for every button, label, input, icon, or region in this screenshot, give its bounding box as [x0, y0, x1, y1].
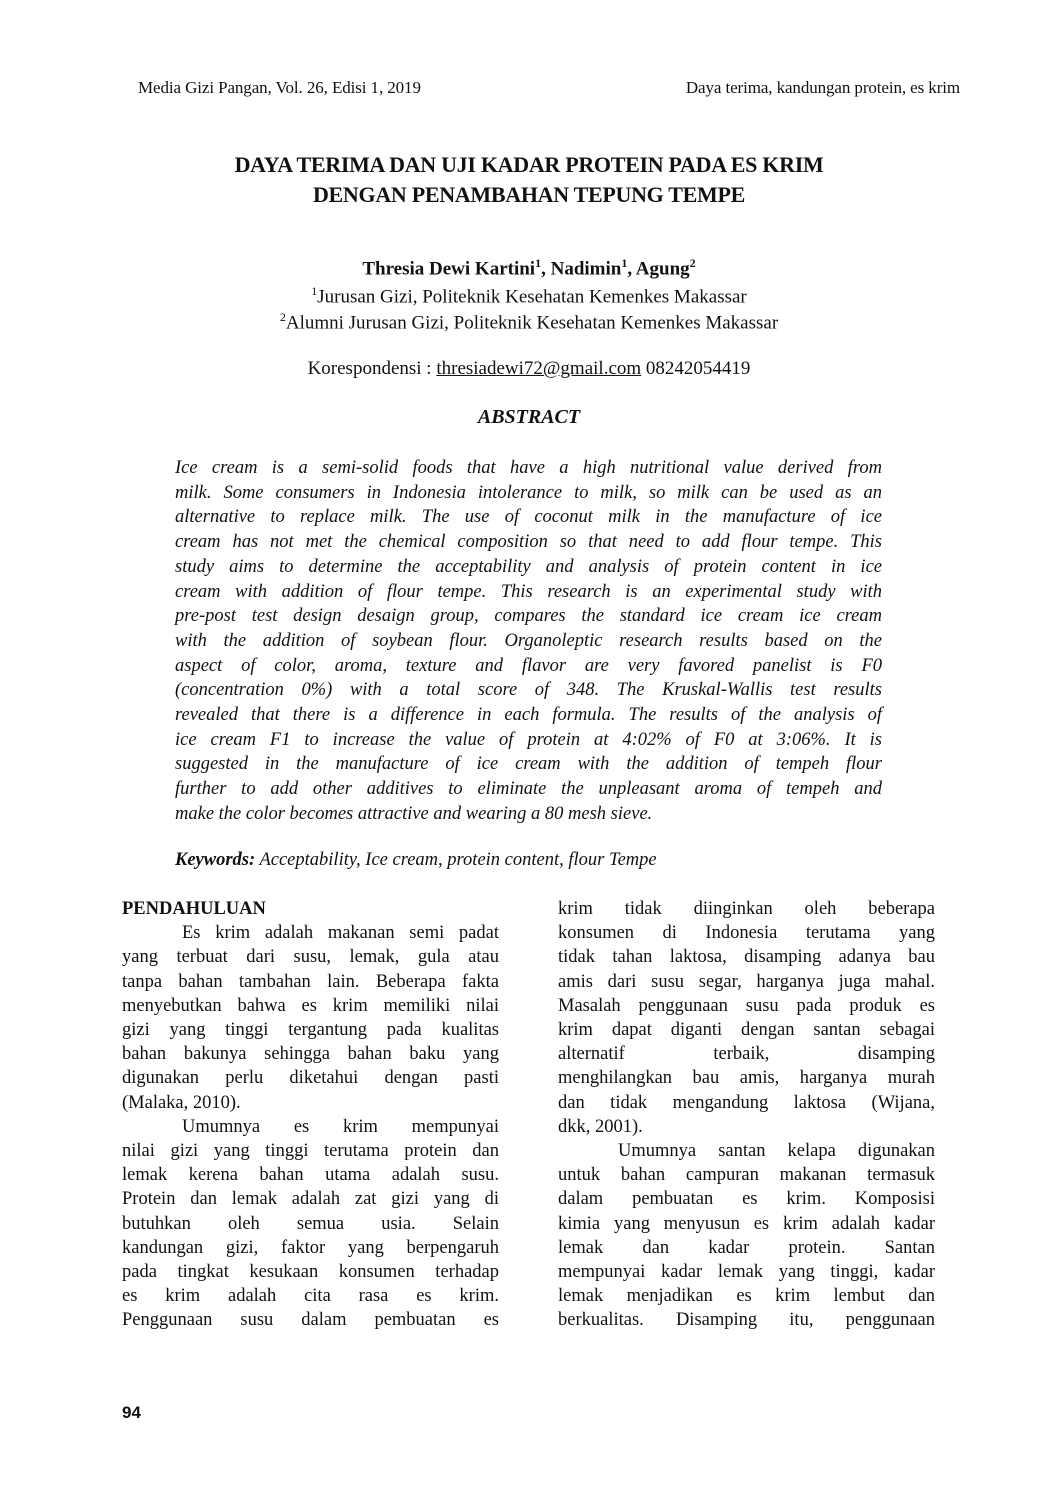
body-line: Protein dan lemak adalah zat gizi yang di — [122, 1189, 499, 1210]
affiliation-1 — [0, 284, 1058, 308]
author-2: , Nadimin — [541, 258, 622, 280]
body-line: tidak tahan laktosa, disamping adanya bau — [558, 947, 935, 968]
abstract-line: cream with addition of flour tempe. This research is an experimental study with — [175, 581, 882, 602]
correspondence — [0, 358, 1058, 380]
body-line: Umumnya santan kelapa digunakan — [618, 1141, 935, 1162]
body-line: alternatif terbaik, disamping — [558, 1044, 935, 1065]
body-line: menyebutkan bahwa es krim memiliki nilai — [122, 995, 499, 1016]
body-line: Penggunaan susu dalam pembuatan es — [122, 1310, 499, 1331]
abstract-line: make the color becomes attractive and wearing a 80 mesh sieve. — [175, 803, 653, 824]
body-line: nilai gizi yang tinggi terutama protein dan — [122, 1141, 499, 1162]
author-2-affiliation-mark: 1 — [621, 256, 628, 270]
body-line: lemak dan kadar protein. Santan — [558, 1237, 935, 1258]
body-line: dan tidak mengandung laktosa (Wijana, — [558, 1092, 935, 1113]
title-line-2: DENGAN PENAMBAHAN TEPUNG TEMPE — [312, 182, 746, 207]
abstract-line: Ice cream is a semi-solid foods that have a high nutritional value derived from — [175, 458, 882, 478]
body-line: berkualitas. Disamping itu, penggunaan — [558, 1310, 935, 1331]
keywords-text: Acceptability, Ice cream, protein content, flour Tempe — [255, 850, 657, 870]
body-line: konsumen di Indonesia terutama yang — [558, 923, 935, 944]
body-line: lemak kerena bahan utama adalah susu. — [122, 1165, 499, 1186]
abstract-line: further to add other additives to eliminate the unpleasant aroma of tempeh and — [175, 779, 882, 800]
body-line: untuk bahan campuran makanan termasuk — [558, 1165, 935, 1186]
running-header-journal: Media Gizi Pangan, Vol. 26, Edisi 1, 2019 — [138, 78, 421, 97]
body-line: dalam pembuatan es krim. Komposisi — [558, 1189, 935, 1210]
body-line: dkk, 2001). — [558, 1116, 643, 1137]
running-header-topic: Daya terima, kandungan protein, es krim — [685, 78, 960, 97]
body-line: kimia yang menyusun es krim adalah kadar — [558, 1213, 935, 1234]
body-line: pada tingkat kesukaan konsumen terhadap — [122, 1262, 499, 1283]
author-1: Thresia Dewi Kartini — [362, 258, 536, 280]
abstract-line: ice cream F1 to increase the value of protein at 4:02% of F0 at 3:06%. It is — [175, 729, 882, 750]
author-list — [0, 256, 1058, 280]
abstract-line: milk. Some consumers in Indonesia intolerance to milk, so milk can be used as an — [175, 482, 882, 503]
page-number: 94 — [122, 1403, 141, 1422]
body-line: gizi yang tinggi tergantung pada kualitas — [122, 1020, 499, 1041]
article-title — [0, 150, 1058, 210]
affiliation-1-mark: 1 — [311, 284, 318, 298]
author-3-affiliation-mark: 2 — [689, 256, 696, 270]
body-line: yang terbuat dari susu, lemak, gula atau — [122, 947, 499, 968]
body-line: lemak menjadikan es krim lembut dan — [558, 1286, 935, 1307]
abstract-heading: ABSTRACT — [477, 406, 581, 428]
body-line: Masalah penggunaan susu pada produk es — [558, 995, 935, 1016]
affiliation-2-text: Alumni Jurusan Gizi, Politeknik Kesehatan Kemenkes Makassar — [285, 312, 779, 334]
abstract-line: suggested in the manufacture of ice cream with the addition of tempeh flour — [175, 754, 882, 775]
body-line: kandungan gizi, faktor yang berpengaruh — [122, 1237, 499, 1258]
abstract-body — [175, 456, 882, 827]
abstract-line: pre-post test design desaign group, compares the standard ice cream ice cream — [175, 606, 882, 627]
abstract-line: alternative to replace milk. The use of coconut milk in the manufacture of ice — [175, 507, 882, 528]
body-line: amis dari susu segar, harganya juga mahal. — [558, 971, 935, 992]
body-line: krim tidak diinginkan oleh beberapa — [558, 899, 935, 919]
affiliation-2-mark: 2 — [279, 310, 286, 324]
body-line: Es krim adalah makanan semi padat — [182, 923, 499, 944]
abstract-line: with the addition of soybean flour. Organoleptic research results based on the — [175, 630, 882, 651]
body-line: tanpa bahan tambahan lain. Beberapa fakta — [122, 971, 499, 992]
affiliation-2 — [0, 310, 1058, 334]
body-column-left — [122, 897, 499, 1333]
body-column-right — [558, 897, 935, 1333]
correspondence-email-link[interactable]: thresiadewi72@gmail.com — [436, 358, 642, 379]
body-line: mempunyai kadar lemak yang tinggi, kadar — [558, 1262, 935, 1283]
body-line: bahan bakunya sehingga bahan baku yang — [122, 1044, 499, 1065]
author-3: , Agung — [627, 258, 690, 280]
keywords — [175, 850, 657, 871]
body-line: krim dapat diganti dengan santan sebagai — [558, 1020, 935, 1041]
body-line: digunakan perlu diketahui dengan pasti — [122, 1068, 499, 1089]
body-line: butuhkan oleh semua usia. Selain — [122, 1213, 499, 1234]
title-line-1: DAYA TERIMA DAN UJI KADAR PROTEIN PADA ES KRIM — [234, 152, 824, 177]
abstract-line: cream has not met the chemical composition so that need to add flour tempe. This — [175, 532, 882, 553]
keywords-label: Keywords: — [175, 850, 256, 870]
body-line: es krim adalah cita rasa es krim. — [122, 1286, 499, 1307]
abstract-line: revealed that there is a difference in each formula. The results of the analysis of — [175, 705, 882, 726]
abstract-line: study aims to determine the acceptability and analysis of protein content in ice — [175, 556, 882, 577]
abstract-line: aspect of color, aroma, texture and flavor are very favored panelist is F0 — [175, 655, 882, 676]
section-heading-pendahuluan: PENDAHULUAN — [122, 899, 266, 919]
abstract-line: (concentration 0%) with a total score of 348. The Kruskal-Wallis test results — [175, 680, 882, 701]
correspondence-label: Korespondensi : — [307, 358, 437, 379]
author-1-affiliation-mark: 1 — [535, 256, 542, 270]
body-line: menghilangkan bau amis, harganya murah — [558, 1068, 935, 1089]
body-line: Umumnya es krim mempunyai — [182, 1116, 499, 1137]
correspondence-phone: 08242054419 — [641, 358, 751, 379]
body-line: (Malaka, 2010). — [122, 1092, 241, 1113]
affiliation-1-text: Jurusan Gizi, Politeknik Kesehatan Kemenkes Makassar — [317, 286, 747, 308]
